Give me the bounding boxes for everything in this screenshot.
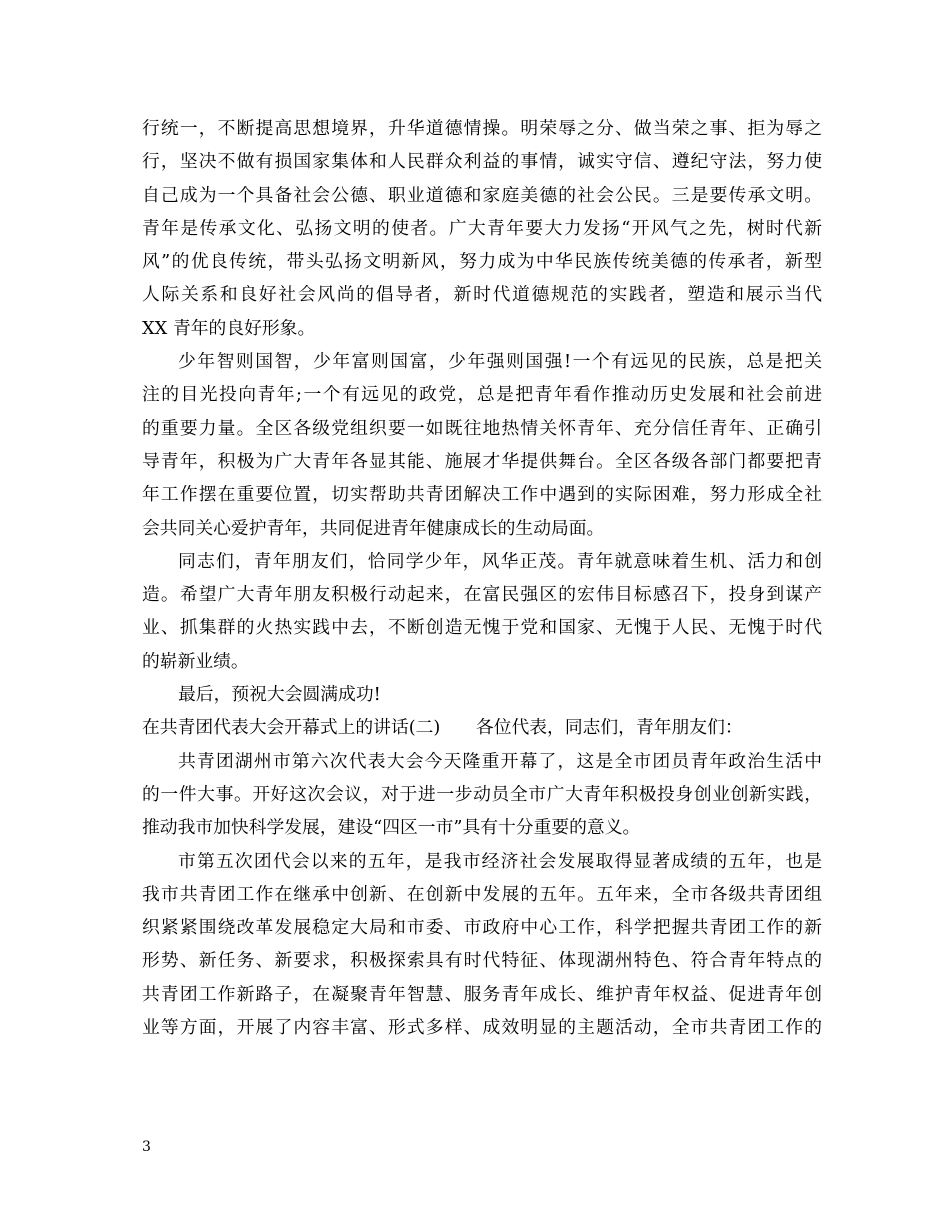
page-number: 3 — [142, 1139, 151, 1155]
text-line: 推动我市加快科学发展，建设“四区一市”具有十分重要的意义。 — [142, 817, 641, 839]
text-line: 少年智则国智，少年富则国富，少年强则国强!一个有远见的民族，总是把关 — [178, 351, 822, 373]
text-line: 形势、新任务、新要求，积极探索具有时代特征、体现湖州特色、符合青年特点的 — [142, 950, 822, 972]
text-line: 的崭新业绩。 — [142, 650, 249, 672]
text-line: 导青年，积极为广大青年各显其能、施展才华提供舞台。全区各级各部门都要把青 — [142, 450, 822, 472]
text-line: 共青团湖州市第六次代表大会今天隆重开幕了，这是全市团员青年政治生活中 — [178, 750, 822, 772]
text-line: 的重要力量。全区各级党组织要一如既往地热情关怀青年、充分信任青年、正确引 — [142, 417, 822, 439]
text-line: 行统一，不断提高思想境界，升华道德情操。明荣辱之分、做当荣之事、拒为辱之 — [142, 118, 822, 139]
text-line: 的一件大事。开好这次会议，对于进一步动员全市广大青年积极投身创业创新实践， — [142, 783, 822, 805]
text-line: 自己成为一个具备社会公德、职业道德和家庭美德的社会公民。三是要传承文明。 — [142, 184, 822, 206]
text-line: 人际关系和良好社会风尚的倡导者，新时代道德规范的实践者，塑造和展示当代 — [142, 284, 822, 306]
text-line: 业、抓集群的火热实践中去，不断创造无愧于党和国家、无愧于人民、无愧于时代 — [142, 617, 822, 639]
body-text — [142, 112, 822, 1044]
text-line: 织紧紧围绕改革发展稳定大局和市委、市政府中心工作，科学把握共青团工作的新 — [142, 917, 822, 939]
text-line: 共青团工作新路子，在凝聚青年智慧、服务青年成长、维护青年权益、促进青年创 — [142, 983, 822, 1005]
closing-line: 最后，预祝大会圆满成功! — [178, 684, 381, 706]
text-line: 我市共青团工作在继承中创新、在创新中发展的五年。五年来，全市各级共青团组 — [142, 883, 822, 905]
text-line: 会共同关心爱护青年，共同促进青年健康成长的生动局面。 — [142, 517, 605, 539]
text-line: 年工作摆在重要位置，切实帮助共青团解决工作中遇到的实际困难，努力形成全社 — [142, 484, 822, 506]
text-line: 市第五次团代会以来的五年，是我市经济社会发展取得显著成绩的五年，也是 — [178, 850, 822, 872]
text-line: 业等方面，开展了内容丰富、形式多样、成效明显的主题活动，全市共青团工作的 — [142, 1017, 822, 1039]
text-line: 风”的优良传统，带头弘扬文明新风，努力成为中华民族传统美德的传承者，新型 — [142, 251, 822, 273]
text-line: 造。希望广大青年朋友积极行动起来，在富民强区的宏伟目标感召下，投身到谋产 — [142, 584, 822, 606]
text-line: 青年是传承文化、弘扬文明的使者。广大青年要大力发扬“开风气之先，树时代新 — [142, 217, 822, 239]
speech-title-line: 在共青团代表大会开幕式上的讲话(二) 各位代表，同志们，青年朋友们： — [142, 717, 743, 739]
text-line: 同志们，青年朋友们，恰同学少年，风华正茂。青年就意味着生机、活力和创 — [178, 550, 822, 572]
text-line: 注的目光投向青年;一个有远见的政党，总是把青年看作推动历史发展和社会前进 — [142, 384, 822, 406]
text-line: XX 青年的良好形象。 — [142, 317, 316, 339]
text-line: 行，坚决不做有损国家集体和人民群众利益的事情，诚实守信、遵纪守法，努力使 — [142, 151, 822, 173]
